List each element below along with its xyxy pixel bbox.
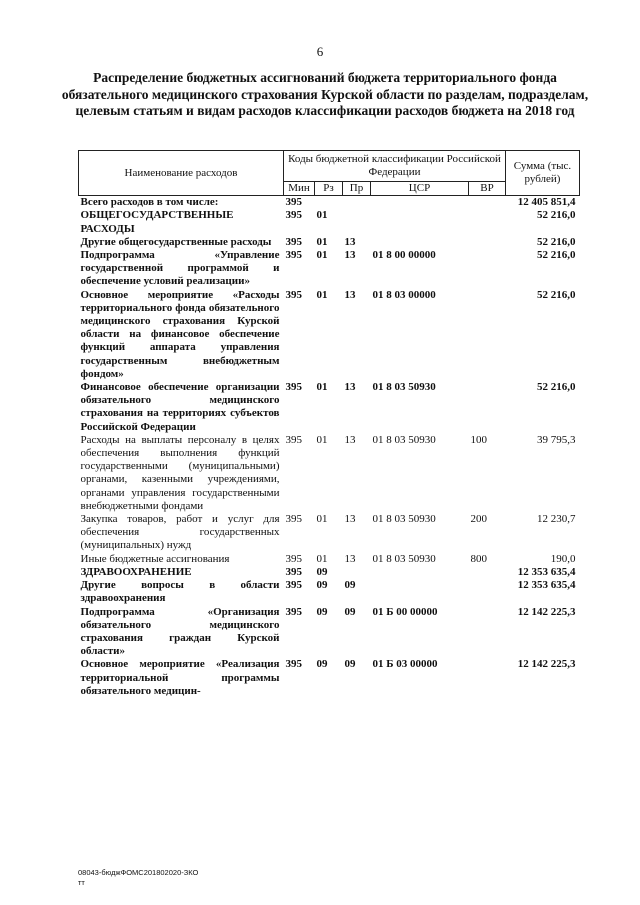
row-sum: 52 216,0 [537, 288, 576, 301]
row-vr [469, 209, 506, 235]
row-min: 395 [285, 249, 302, 262]
row-pr [343, 566, 371, 579]
row-csr: 01 8 03 50930 [372, 552, 436, 565]
row-csr [371, 196, 469, 210]
row-vr: 200 [470, 513, 487, 526]
row-min: 395 [285, 579, 302, 592]
row-name: Закупка товаров, работ и услуг для обеспечения государственных (муниципальных) нужд [80, 513, 280, 552]
row-sum: 12 142 225,3 [517, 658, 576, 671]
row-vr [469, 566, 506, 579]
row-min: 395 [285, 381, 302, 394]
row-sum: 52 216,0 [537, 249, 576, 262]
row-pr: 13 [344, 513, 356, 526]
row-rz: 01 [316, 288, 328, 301]
row-min: 395 [285, 658, 302, 671]
header-min: Мин [284, 182, 315, 196]
header-pr: Пр [343, 182, 371, 196]
row-pr: 13 [344, 249, 356, 262]
row-csr: 01 8 03 50930 [372, 513, 436, 526]
row-sum: 12 230,7 [537, 513, 576, 526]
row-min: 395 [285, 565, 302, 578]
row-min: 395 [285, 552, 302, 565]
row-rz: 01 [316, 249, 328, 262]
footer-initials: тт [78, 878, 85, 887]
row-vr [469, 579, 506, 605]
row-vr [469, 289, 506, 381]
row-csr: 01 8 03 00000 [372, 288, 436, 301]
row-sum: 39 795,3 [537, 433, 576, 446]
row-pr: 09 [344, 579, 356, 592]
row-sum: 12 405 851,4 [517, 196, 576, 209]
row-min: 395 [285, 235, 302, 248]
row-sum: 12 353 635,4 [517, 579, 576, 592]
row-name: Подпрограмма «Организация обязательного медицинского страхования граждан Курской области» [80, 605, 280, 658]
table-row [79, 553, 580, 566]
row-pr: 13 [344, 235, 356, 248]
row-csr: 01 8 03 50930 [372, 381, 436, 394]
table-row [79, 236, 580, 249]
table-row [79, 513, 580, 553]
row-rz: 09 [316, 658, 328, 671]
row-min: 395 [285, 513, 302, 526]
row-name: Основное мероприятие «Расходы территориального фонда обязательного медицинского страхования Курской области на финансовое обеспечение функций аппарата управления государственным внебюджетным фондом» [80, 288, 280, 380]
header-csr: ЦСР [371, 182, 469, 196]
row-min: 395 [285, 209, 302, 222]
row-csr [371, 566, 469, 579]
row-sum: 52 216,0 [537, 235, 576, 248]
row-name: Расходы на выплаты персоналу в целях обеспечения выполнения функций государственными (муниципальными) органами, казенными учреждениями, органами управления государственными внебюджетными фондами [80, 433, 280, 512]
row-pr: 13 [344, 552, 356, 565]
row-name: Другие вопросы в области здравоохранения [80, 579, 280, 605]
row-vr [469, 249, 506, 289]
row-sum: 12 142 225,3 [517, 605, 576, 618]
header-rz: Рз [315, 182, 343, 196]
row-pr: 13 [344, 433, 356, 446]
row-rz: 09 [316, 565, 328, 578]
table-row [79, 196, 580, 210]
footer [78, 868, 198, 888]
row-csr: 01 8 00 00000 [372, 249, 436, 262]
table-row [79, 606, 580, 659]
row-min: 395 [285, 605, 302, 618]
row-csr [371, 236, 469, 249]
row-vr [469, 236, 506, 249]
row-vr [469, 658, 506, 698]
row-pr: 09 [344, 605, 356, 618]
row-rz: 09 [316, 579, 328, 592]
row-csr [371, 209, 469, 235]
footer-document-code: 08043-бюджФОМС201802020-ЗКО [78, 868, 199, 877]
row-vr [469, 381, 506, 434]
row-name: Иные бюджетные ассигнования [80, 552, 230, 565]
document-title: Распределение бюджетных ассигнований бюджета территориального фонда обязательного медицинского страхования Курской области по разделам, подразделам, целевым статьям и видам расходов классификации расходов бюджета на 2018 год [61, 70, 589, 118]
row-vr: 800 [470, 552, 487, 565]
header-name: Наименование расходов [79, 151, 284, 196]
row-vr [469, 196, 506, 210]
row-pr: 13 [344, 288, 356, 301]
row-rz: 01 [316, 433, 328, 446]
row-vr: 100 [470, 433, 487, 446]
row-name: Всего расходов в том числе: [80, 196, 219, 209]
row-rz: 01 [316, 552, 328, 565]
row-pr: 09 [344, 658, 356, 671]
row-name: Другие общегосударственные расходы [80, 235, 272, 248]
row-sum: 52 216,0 [537, 381, 576, 394]
header-codes-group: Коды бюджетной классификации Российской Федерации [284, 151, 506, 182]
row-csr [371, 579, 469, 605]
row-name: Подпрограмма «Управление государственной программой и обеспечение условий реализации» [80, 249, 280, 288]
row-pr: 13 [344, 381, 356, 394]
row-min: 395 [285, 196, 302, 209]
table-row [79, 209, 580, 235]
row-rz: 01 [316, 513, 328, 526]
row-pr [343, 209, 371, 235]
row-csr: 01 8 03 50930 [372, 433, 436, 446]
row-rz [315, 196, 343, 210]
table-row [79, 381, 580, 434]
row-sum: 52 216,0 [537, 209, 576, 222]
row-pr [343, 196, 371, 210]
row-csr: 01 Б 03 00000 [372, 658, 438, 671]
row-name: Финансовое обеспечение организации обязательного медицинского страхования на территориях субъектов Российской Федерации [80, 381, 280, 433]
row-rz: 09 [316, 605, 328, 618]
table-row [79, 249, 580, 289]
budget-table [78, 150, 580, 698]
row-rz: 01 [316, 381, 328, 394]
row-min: 395 [285, 288, 302, 301]
header-sum: Сумма (тыс. рублей) [506, 151, 580, 196]
row-name: ОБЩЕГОСУДАРСТВЕННЫЕ РАСХОДЫ [80, 209, 234, 235]
table-row [79, 579, 580, 605]
row-name: ЗДРАВООХРАНЕНИЕ [80, 565, 192, 578]
row-csr: 01 Б 00 00000 [372, 605, 438, 618]
table-row [79, 566, 580, 579]
row-min: 395 [285, 433, 302, 446]
table-row [79, 658, 580, 698]
row-vr [469, 606, 506, 659]
row-rz: 01 [316, 235, 328, 248]
row-name: Основное мероприятие «Реализация территориальной программы обязательного медицин- [80, 658, 280, 697]
row-sum: 12 353 635,4 [517, 565, 576, 578]
table-row [79, 289, 580, 381]
row-rz: 01 [316, 209, 328, 222]
header-vr: ВР [469, 182, 506, 196]
table-row [79, 434, 580, 513]
row-sum: 190,0 [550, 552, 576, 565]
page-number: 6 [316, 44, 324, 59]
